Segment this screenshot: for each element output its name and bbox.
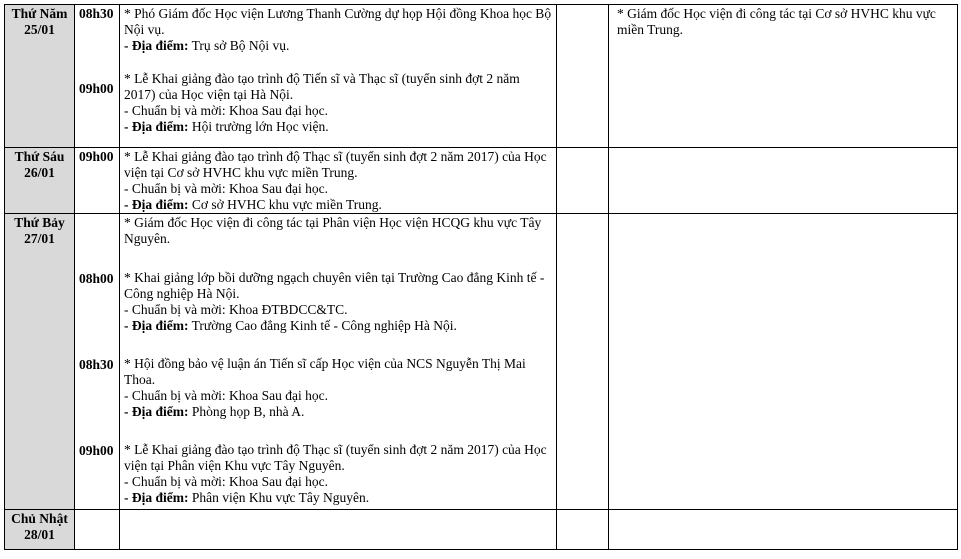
empty-cell <box>557 214 609 510</box>
time-cell <box>75 148 120 214</box>
activity-slot <box>124 215 552 247</box>
side-note-cell <box>609 5 958 148</box>
activity-cell <box>120 214 557 510</box>
empty-cell <box>120 510 557 550</box>
activity-prep: - Chuẩn bị và mời: Khoa Sau đại học. <box>124 474 328 489</box>
place-value: Trường Cao đẳng Kinh tế - Công nghiệp Hà Nội. <box>188 318 457 333</box>
activity-place <box>124 490 552 506</box>
day-date: 25/01 <box>24 22 55 37</box>
empty-cell <box>557 510 609 550</box>
place-label: - Địa điểm: <box>124 197 189 212</box>
empty-cell <box>609 148 958 214</box>
place-label: - Địa điểm: <box>124 490 189 505</box>
side-note: * Giám đốc Học viện đi công tác tại Cơ sở HVHC khu vực miền Trung. <box>617 6 936 37</box>
empty-cell <box>557 5 609 148</box>
activity-cell <box>120 5 557 148</box>
activity-prep: - Chuẩn bị và mời: Khoa ĐTBDCC&TC. <box>124 302 348 317</box>
day-date: 28/01 <box>24 527 55 542</box>
activity-slot <box>124 71 552 135</box>
activity-slot <box>124 6 552 54</box>
day-cell <box>5 148 75 214</box>
day-name: Thứ Bảy <box>14 215 65 230</box>
activity-place <box>124 404 552 420</box>
activity-prep: - Chuẩn bị và mời: Khoa Sau đại học. <box>124 103 328 118</box>
empty-cell <box>75 510 120 550</box>
time-cell <box>75 214 120 510</box>
slot-time: 09h00 <box>79 443 114 458</box>
table-row <box>5 5 958 148</box>
day-name: Chủ Nhật <box>11 511 68 526</box>
activity-slot <box>124 356 552 420</box>
schedule-table <box>4 4 958 550</box>
activity-prep: - Chuẩn bị và mời: Khoa Sau đại học. <box>124 388 328 403</box>
activity-slot <box>124 149 552 213</box>
place-value: Phòng họp B, nhà A. <box>188 404 305 419</box>
table-row <box>5 214 958 510</box>
activity-place <box>124 197 552 213</box>
place-label: - Địa điểm: <box>124 404 189 419</box>
slot-time: 08h30 <box>79 6 114 21</box>
activity-place <box>124 119 552 135</box>
activity-place <box>124 38 552 54</box>
day-name: Thứ Năm <box>11 6 68 21</box>
empty-cell <box>557 148 609 214</box>
place-value: Cơ sở HVHC khu vực miền Trung. <box>188 197 382 212</box>
slot-time: 09h00 <box>79 81 114 96</box>
empty-cell <box>609 214 958 510</box>
activity-prep: - Chuẩn bị và mời: Khoa Sau đại học. <box>124 181 328 196</box>
day-date: 26/01 <box>24 165 55 180</box>
time-cell <box>75 5 120 148</box>
table-row <box>5 148 958 214</box>
activity-cell <box>120 148 557 214</box>
day-date: 27/01 <box>24 231 55 246</box>
place-label: - Địa điểm: <box>124 119 189 134</box>
activity-title: * Khai giảng lớp bồi dưỡng ngạch chuyên viên tại Trường Cao đẳng Kinh tế - Công nghiệp Hà Nội. <box>124 270 545 301</box>
activity-title: * Lễ Khai giảng đào tạo trình độ Tiến sĩ và Thạc sĩ (tuyển sinh đợt 2 năm 2017) của Học viện tại Hà Nội. <box>124 71 520 102</box>
activity-slot <box>124 442 552 506</box>
table-row <box>5 510 958 550</box>
place-value: Hội trường lớn Học viện. <box>188 119 329 134</box>
place-value: Trụ sở Bộ Nội vụ. <box>188 38 290 53</box>
activity-title: * Lễ Khai giảng đào tạo trình độ Thạc sĩ (tuyển sinh đợt 2 năm 2017) của Học viện tại Phân viện Khu vực Tây Nguyên. <box>124 442 547 473</box>
activity-title: * Hội đồng bảo vệ luận án Tiến sĩ cấp Học viện của NCS Nguyễn Thị Mai Thoa. <box>124 356 526 387</box>
place-value: Phân viện Khu vực Tây Nguyên. <box>188 490 370 505</box>
day-cell <box>5 214 75 510</box>
empty-cell <box>609 510 958 550</box>
activity-title: * Phó Giám đốc Học viện Lương Thanh Cường dự họp Hội đồng Khoa học Bộ Nội vụ. <box>124 6 552 37</box>
activity-slot <box>124 270 552 334</box>
activity-place <box>124 318 552 334</box>
place-label: - Địa điểm: <box>124 318 189 333</box>
slot-time: 09h00 <box>79 149 114 164</box>
slot-time: 08h30 <box>79 357 114 372</box>
slot-time: 08h00 <box>79 271 114 286</box>
day-name: Thứ Sáu <box>14 149 65 164</box>
activity-title: * Lễ Khai giảng đào tạo trình độ Thạc sĩ (tuyển sinh đợt 2 năm 2017) của Học viện tại Cơ sở HVHC khu vực miền Trung. <box>124 149 547 180</box>
day-cell <box>5 5 75 148</box>
place-label: - Địa điểm: <box>124 38 189 53</box>
day-cell <box>5 510 75 550</box>
activity-title: * Giám đốc Học viện đi công tác tại Phân viện Học viện HCQG khu vực Tây Nguyên. <box>124 215 542 246</box>
